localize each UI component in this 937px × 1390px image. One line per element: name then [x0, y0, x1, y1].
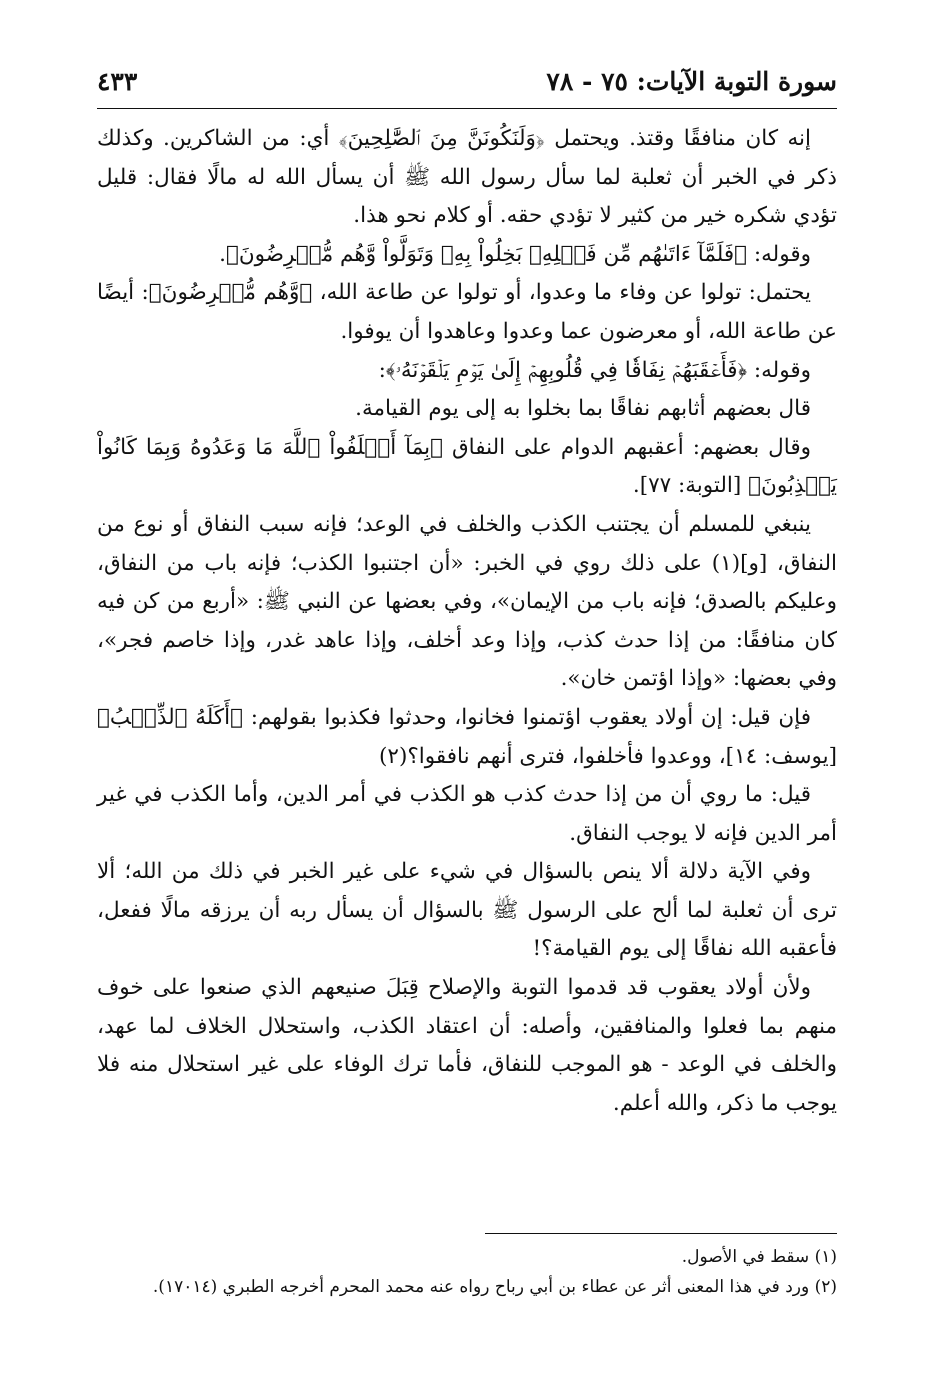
- paragraph: [97, 969, 837, 1123]
- paragraph: [97, 429, 837, 506]
- footnote: (٢) ورد في هذا المعنى أثر عن عطاء بن أبي رباح رواه عنه محمد المحرم أخرجه الطبري (١٧٠١٤).: [152, 1277, 837, 1297]
- text-line: وفي بعضها: «وإذا اؤتمن خان».: [560, 666, 837, 692]
- paragraph: [97, 390, 837, 429]
- body-text: [97, 120, 837, 1123]
- text-line: إلى يوم القيامة؟!: [532, 936, 687, 962]
- text-line: ينبغي للمسلم أن يجتنب الكذب والخلف في الوعد؛ فإنه سبب النفاق أو نوع من: [97, 511, 811, 537]
- text-line: في الخبر أن ثعلبة لما سأل رسول الله ﷺ أن يسأل الله له مالًا فقال: قليل تؤدي شكره: [97, 164, 837, 229]
- paragraph: [97, 699, 837, 776]
- text-line: وقوله: ﴿فَأَعۡقَبَهُمۡ نِفَاقٗا فِي قُلُوبِهِمۡ إِلَىٰ يَوۡمِ يَلۡقَوۡنَهُۥ﴾:: [378, 357, 811, 383]
- paragraph: [97, 120, 837, 236]
- text-line: قال بعضهم أثابهم نفاقًا بما بخلوا به إلى يوم القيامة.: [355, 396, 811, 422]
- header-divider: [97, 108, 837, 109]
- text-line: يوجب ما ذكر، والله أعلم.: [612, 1090, 837, 1116]
- text-line: أمر الدين فإنه لا يوجب النفاق.: [569, 820, 837, 846]
- text-line: وفي الآية دلالة ألا ينص بالسؤال في شيء على غير الخبر في ذلك من الله؛ ألا ترى: [97, 859, 837, 923]
- text-line: وعليكم بالصدق؛ فإنه باب من الإيمان»، وفي بعضها عن النبي ﷺ: «أربع من كن فيه: [97, 589, 837, 615]
- text-line: إنه كان منافقًا وقتذ. ويحتمل ﴿وَلَنَكُونَنَّ مِنَ ٱلصَّٰلِحِينَ﴾ أي: من الشاكرين. وكذلك ذكر: [97, 126, 837, 190]
- running-title: سورة التوبة الآيات: ٧٥ - ٧٨: [546, 67, 837, 96]
- paragraph: [97, 274, 837, 351]
- text-line: وقال بعضهم: أعقبهم الدوام على النفاق ﴿بِمَآ أَخۡلَفُواْ ٱللَّهَ مَا وَعَدُوهُ وَبِمَا كَانُواْ: [97, 434, 811, 460]
- text-line: قيل: ما روي أن من إذا حدث كذب هو الكذب في أمر الدين، وأما الكذب في غير: [97, 782, 811, 808]
- text-line: والخلف في الوعد - هو الموجب للنفاق، فأما ترك الوفاء على غير استحلال منه فلا: [97, 1052, 837, 1078]
- footnotes: [97, 1242, 837, 1302]
- paragraph: [97, 776, 837, 853]
- paragraph: [97, 506, 837, 699]
- text-line: يحتمل: تولوا عن وفاء ما وعدوا، أو تولوا عن طاعة الله، ﴿وَّهُم مُّعۡرِضُونَ﴾: أيضًا: [97, 280, 811, 306]
- page-header: [97, 62, 837, 102]
- page-number: ٤٣٣: [97, 67, 138, 96]
- text-line: يَكۡذِبُونَ﴾ [التوبة: ٧٧].: [632, 473, 837, 499]
- text-line: عن طاعة الله، أو معرضون عما وعدوا وعاهدوا أن يوفوا.: [340, 318, 837, 344]
- text-line: منهم بما فعلوا والمنافقين، وأصله: أن اعتقاد الكذب، واستحلال الخلاف لما عهد،: [97, 1013, 837, 1039]
- footnote: (١) سقط في الأصول.: [681, 1247, 837, 1267]
- text-line: النفاق، [و](١) على ذلك روي في الخبر: «أن اجتنبوا الكذب؛ فإنه باب من النفاق،: [97, 550, 837, 576]
- text-line: ولأن أولاد يعقوب قد قدموا التوبة والإصلاح قِبَلَ صنيعهم الذي صنعوا على خوف: [97, 975, 811, 1001]
- text-line: فإن قيل: إن أولاد يعقوب اؤتمنوا فخانوا، وحدثوا فكذبوا بقولهم: ﴿أَكَلَهُ ٱلذِّئۡبُ﴾: [97, 704, 811, 730]
- paragraph: [97, 853, 837, 969]
- paragraph: [97, 352, 837, 391]
- text-line: [يوسف: ١٤]، ووعدوا فأخلفوا، فترى أنهم نافقوا؟(٢): [379, 743, 837, 769]
- text-line: كان منافقًا: من إذا حدث كذب، وإذا وعد أخلف، وإذا عاهد غدر، وإذا خاصم فجر»،: [97, 627, 837, 653]
- text-line: خير من كثير لا تؤدي حقه. أو كلام نحو هذا.: [353, 203, 727, 229]
- footnote-divider: [485, 1233, 837, 1234]
- text-line: وقوله: ﴿فَلَمَّآ ءَاتَىٰهُم مِّن فَضۡلِهِۦ بَخِلُواْ بِهِۦ وَتَوَلَّواْ وَّهُم مُّعۡرِضُونَ﴾.: [219, 241, 811, 267]
- paragraph: [97, 236, 837, 275]
- text-line: أن ثعلبة لما ألح على الرسول ﷺ بالسؤال أن يسأل ربه أن يرزقه مالًا ففعل، فأعقبه الله نفاقًا: [97, 897, 837, 962]
